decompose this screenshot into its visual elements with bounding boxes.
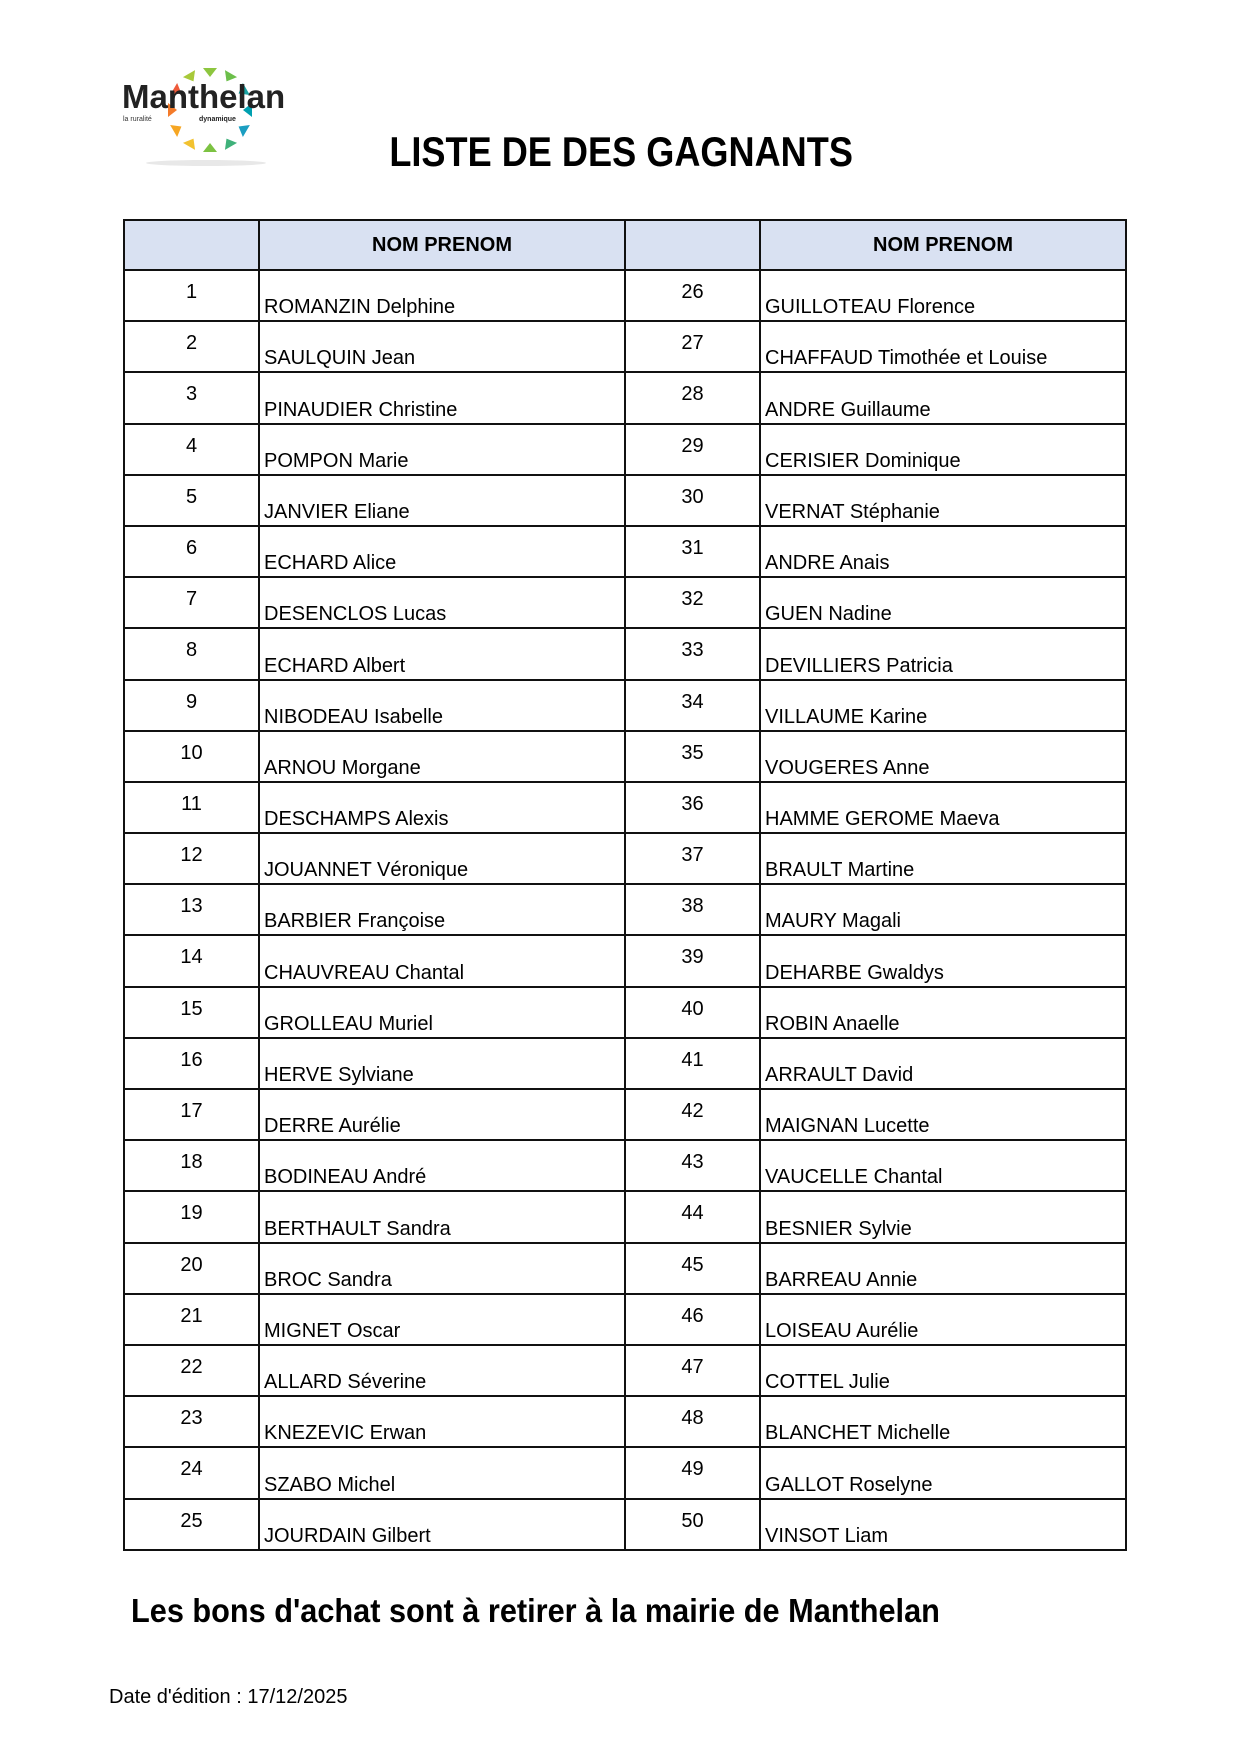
table-row bbox=[124, 1038, 1126, 1089]
logo-wordmark: Manthelan bbox=[122, 78, 286, 115]
winner-number-left: 2 bbox=[124, 321, 259, 372]
table-row bbox=[124, 1396, 1126, 1447]
winner-number-right: 45 bbox=[625, 1243, 760, 1294]
logo-ray-triangle bbox=[203, 68, 217, 77]
winner-name-left: BROC Sandra bbox=[259, 1243, 625, 1294]
table-row bbox=[124, 424, 1126, 475]
table-row bbox=[124, 833, 1126, 884]
header-right-num bbox=[625, 220, 760, 270]
winner-name-right: LOISEAU Aurélie bbox=[760, 1294, 1126, 1345]
winner-number-right: 33 bbox=[625, 628, 760, 679]
winner-number-left: 9 bbox=[124, 680, 259, 731]
winner-name-left: ECHARD Albert bbox=[259, 628, 625, 679]
winner-name-left: BARBIER Françoise bbox=[259, 884, 625, 935]
winner-number-left: 23 bbox=[124, 1396, 259, 1447]
winner-number-left: 17 bbox=[124, 1089, 259, 1140]
winner-name-left: PINAUDIER Christine bbox=[259, 372, 625, 423]
winner-name-right: BRAULT Martine bbox=[760, 833, 1126, 884]
winner-number-left: 22 bbox=[124, 1345, 259, 1396]
winner-name-right: VILLAUME Karine bbox=[760, 680, 1126, 731]
winner-name-left: HERVE Sylviane bbox=[259, 1038, 625, 1089]
winner-name-right: ARRAULT David bbox=[760, 1038, 1126, 1089]
table-row bbox=[124, 1294, 1126, 1345]
winner-number-left: 12 bbox=[124, 833, 259, 884]
winner-number-left: 1 bbox=[124, 270, 259, 321]
winners-table bbox=[123, 219, 1127, 1551]
winner-name-right: ANDRE Anais bbox=[760, 526, 1126, 577]
winner-number-right: 44 bbox=[625, 1191, 760, 1242]
winner-name-right: BARREAU Annie bbox=[760, 1243, 1126, 1294]
winner-name-left: NIBODEAU Isabelle bbox=[259, 680, 625, 731]
winner-name-left: SAULQUIN Jean bbox=[259, 321, 625, 372]
winner-name-left: JOURDAIN Gilbert bbox=[259, 1499, 625, 1550]
winner-number-left: 15 bbox=[124, 987, 259, 1038]
winner-number-right: 42 bbox=[625, 1089, 760, 1140]
winner-number-left: 24 bbox=[124, 1447, 259, 1498]
winner-number-right: 46 bbox=[625, 1294, 760, 1345]
winner-name-left: ALLARD Séverine bbox=[259, 1345, 625, 1396]
winner-name-left: POMPON Marie bbox=[259, 424, 625, 475]
winner-name-left: DESENCLOS Lucas bbox=[259, 577, 625, 628]
winner-number-right: 30 bbox=[625, 475, 760, 526]
winner-number-right: 32 bbox=[625, 577, 760, 628]
table-row bbox=[124, 731, 1126, 782]
winner-name-left: BERTHAULT Sandra bbox=[259, 1191, 625, 1242]
winner-name-right: VOUGERES Anne bbox=[760, 731, 1126, 782]
winner-number-right: 29 bbox=[625, 424, 760, 475]
winner-number-right: 38 bbox=[625, 884, 760, 935]
winner-number-right: 28 bbox=[625, 372, 760, 423]
winner-number-left: 7 bbox=[124, 577, 259, 628]
winner-name-left: DESCHAMPS Alexis bbox=[259, 782, 625, 833]
winner-name-left: ARNOU Morgane bbox=[259, 731, 625, 782]
winner-name-left: MIGNET Oscar bbox=[259, 1294, 625, 1345]
table-row bbox=[124, 935, 1126, 986]
winner-name-left: KNEZEVIC Erwan bbox=[259, 1396, 625, 1447]
pickup-notice: Les bons d'achat sont à retirer à la mairie de Manthelan bbox=[131, 1592, 940, 1629]
table-row bbox=[124, 987, 1126, 1038]
winner-number-left: 16 bbox=[124, 1038, 259, 1089]
winner-name-right: BESNIER Sylvie bbox=[760, 1191, 1126, 1242]
table-row bbox=[124, 1447, 1126, 1498]
winner-number-left: 11 bbox=[124, 782, 259, 833]
winner-name-right: BLANCHET Michelle bbox=[760, 1396, 1126, 1447]
winner-name-right: ROBIN Anaelle bbox=[760, 987, 1126, 1038]
winner-number-right: 41 bbox=[625, 1038, 760, 1089]
winner-number-left: 20 bbox=[124, 1243, 259, 1294]
winner-name-right: VERNAT Stéphanie bbox=[760, 475, 1126, 526]
table-header-row bbox=[124, 220, 1126, 270]
winner-number-left: 5 bbox=[124, 475, 259, 526]
winner-name-right: MAIGNAN Lucette bbox=[760, 1089, 1126, 1140]
winner-name-right: GUILLOTEAU Florence bbox=[760, 270, 1126, 321]
winner-number-left: 6 bbox=[124, 526, 259, 577]
table-row bbox=[124, 372, 1126, 423]
table-row bbox=[124, 577, 1126, 628]
winner-number-right: 43 bbox=[625, 1140, 760, 1191]
winner-number-right: 26 bbox=[625, 270, 760, 321]
winner-number-right: 27 bbox=[625, 321, 760, 372]
table-body bbox=[124, 270, 1126, 1550]
edition-date: Date d'édition : 17/12/2025 bbox=[109, 1686, 348, 1708]
winner-number-right: 48 bbox=[625, 1396, 760, 1447]
winner-number-right: 47 bbox=[625, 1345, 760, 1396]
table-row bbox=[124, 1089, 1126, 1140]
winner-name-right: VINSOT Liam bbox=[760, 1499, 1126, 1550]
winner-number-left: 8 bbox=[124, 628, 259, 679]
winner-number-left: 19 bbox=[124, 1191, 259, 1242]
table-row bbox=[124, 270, 1126, 321]
winner-name-right: DEVILLIERS Patricia bbox=[760, 628, 1126, 679]
winner-number-right: 34 bbox=[625, 680, 760, 731]
winner-number-left: 4 bbox=[124, 424, 259, 475]
table-row bbox=[124, 628, 1126, 679]
winner-number-left: 13 bbox=[124, 884, 259, 935]
winner-number-left: 25 bbox=[124, 1499, 259, 1550]
logo-tagline-right: dynamique bbox=[199, 116, 236, 123]
winner-name-right: CERISIER Dominique bbox=[760, 424, 1126, 475]
table-row bbox=[124, 1191, 1126, 1242]
table-row bbox=[124, 526, 1126, 577]
page-title: LISTE DE DES GAGNANTS bbox=[389, 128, 853, 175]
winner-name-right: GALLOT Roselyne bbox=[760, 1447, 1126, 1498]
winner-name-right: ANDRE Guillaume bbox=[760, 372, 1126, 423]
winner-number-left: 3 bbox=[124, 372, 259, 423]
header-right-name: NOM PRENOM bbox=[760, 220, 1126, 270]
winner-name-right: DEHARBE Gwaldys bbox=[760, 935, 1126, 986]
winner-number-left: 10 bbox=[124, 731, 259, 782]
winner-name-right: COTTEL Julie bbox=[760, 1345, 1126, 1396]
table-row bbox=[124, 680, 1126, 731]
winner-name-right: GUEN Nadine bbox=[760, 577, 1126, 628]
winner-name-right: VAUCELLE Chantal bbox=[760, 1140, 1126, 1191]
winner-number-left: 21 bbox=[124, 1294, 259, 1345]
winner-name-right: CHAFFAUD Timothée et Louise bbox=[760, 321, 1126, 372]
table-row bbox=[124, 1140, 1126, 1191]
winner-name-left: CHAUVREAU Chantal bbox=[259, 935, 625, 986]
winner-number-left: 18 bbox=[124, 1140, 259, 1191]
winner-number-right: 36 bbox=[625, 782, 760, 833]
table-row bbox=[124, 1499, 1126, 1550]
winner-number-right: 35 bbox=[625, 731, 760, 782]
winner-number-right: 31 bbox=[625, 526, 760, 577]
header-left-name: NOM PRENOM bbox=[259, 220, 625, 270]
winner-name-left: BODINEAU André bbox=[259, 1140, 625, 1191]
winner-name-right: HAMME GEROME Maeva bbox=[760, 782, 1126, 833]
winner-number-right: 40 bbox=[625, 987, 760, 1038]
winner-name-left: JOUANNET Véronique bbox=[259, 833, 625, 884]
winner-number-right: 37 bbox=[625, 833, 760, 884]
table-row bbox=[124, 1345, 1126, 1396]
winner-name-left: SZABO Michel bbox=[259, 1447, 625, 1498]
winner-name-left: ROMANZIN Delphine bbox=[259, 270, 625, 321]
winner-name-left: DERRE Aurélie bbox=[259, 1089, 625, 1140]
winner-name-left: GROLLEAU Muriel bbox=[259, 987, 625, 1038]
winner-name-left: ECHARD Alice bbox=[259, 526, 625, 577]
table-row bbox=[124, 884, 1126, 935]
winner-number-right: 50 bbox=[625, 1499, 760, 1550]
winner-name-right: MAURY Magali bbox=[760, 884, 1126, 935]
table-row bbox=[124, 321, 1126, 372]
table-row bbox=[124, 1243, 1126, 1294]
table-row bbox=[124, 782, 1126, 833]
winner-name-left: JANVIER Eliane bbox=[259, 475, 625, 526]
winner-number-left: 14 bbox=[124, 935, 259, 986]
header-left-num bbox=[124, 220, 259, 270]
winner-number-right: 39 bbox=[625, 935, 760, 986]
logo-tagline-left: la ruralité bbox=[123, 116, 152, 123]
winner-number-right: 49 bbox=[625, 1447, 760, 1498]
table-row bbox=[124, 475, 1126, 526]
